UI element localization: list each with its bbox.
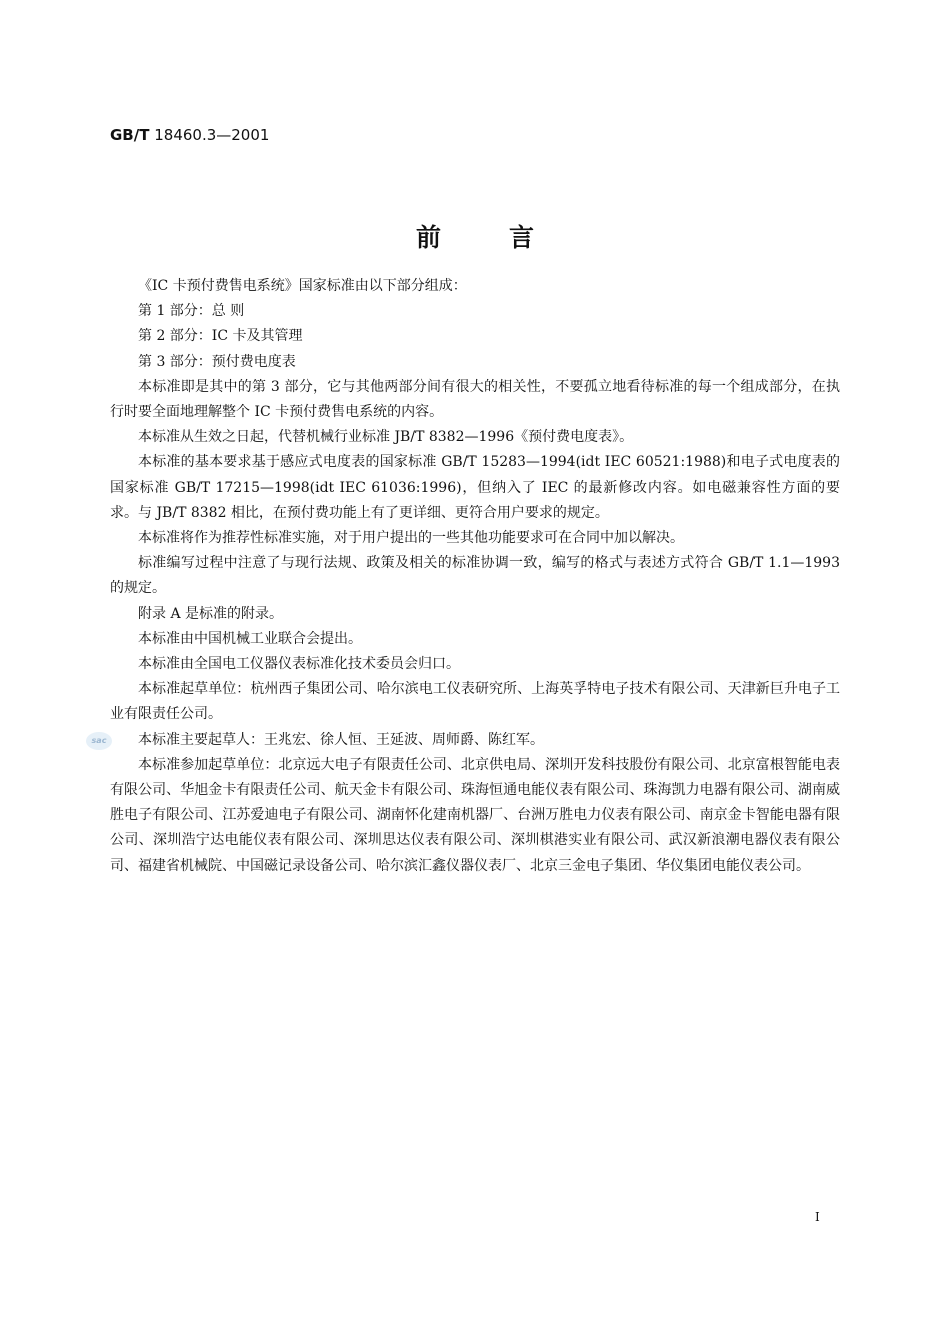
page-number: I <box>815 1210 820 1224</box>
standard-code-header <box>110 126 269 144</box>
paragraph-relation: 本标准即是其中的第 3 部分，它与其他两部分间有很大的相关性，不要孤立地看待标准的每一个组成部分，在执行时要全面地理解整个 IC 卡预付费售电系统的内容。 <box>110 378 840 421</box>
paragraph-recommended: 本标准将作为推荐性标准实施，对于用户提出的一些其他功能要求可在合同中加以解决。 <box>138 530 684 547</box>
paragraph-main-drafters: 本标准主要起草人：王兆宏、徐人恒、王延波、周师爵、陈红军。 <box>138 731 544 748</box>
paragraph-participating-units: 本标准参加起草单位：北京远大电子有限责任公司、北京供电局、深圳开发科技股份有限公司、北京富根智能电表有限公司、华旭金卡有限责任公司、航天金卡有限公司、珠海恒通电能仪表有限公司、珠海凯力电器有限公司、湖南威胜电子有限公司、江苏爱迪电子有限公司、湖南怀化建南机器厂、台洲万胜电力仪表有限公司、南京金卡智能电器有限公司、深圳浩宁达电能仪表有限公司、深圳思达仪表有限公司、深圳棋港实业有限公司、武汉新浪潮电器仪表有限公司、福建省机械院、中国磁记录设备公司、哈尔滨汇鑫仪器仪表厂、北京三金电子集团、华仪集团电能仪表公司。 <box>110 756 840 874</box>
paragraph-proposed-by: 本标准由中国机械工业联合会提出。 <box>138 630 362 647</box>
paragraph-part-3: 第 3 部分：预付费电度表 <box>138 353 296 370</box>
paragraph-replaces: 本标准从生效之日起，代替机械行业标准 JB/T 8382—1996《预付费电度表》。 <box>138 429 634 446</box>
paragraph-administered-by: 本标准由全国电工仪器仪表标准化技术委员会归口。 <box>138 656 460 673</box>
paragraph-part-1: 第 1 部分：总 则 <box>138 303 245 320</box>
paragraph-intro: 《IC 卡预付费售电系统》国家标准由以下部分组成： <box>138 278 467 294</box>
paragraph-compilation: 标准编写过程中注意了与现行法规、政策及相关的标准协调一致，编写的格式与表述方式符合 GB/T 1.1—1993 的规定。 <box>110 555 840 597</box>
sac-watermark-stamp: sac <box>86 732 112 750</box>
standard-code-prefix: GB/T <box>110 126 150 144</box>
paragraph-part-2: 第 2 部分：IC 卡及其管理 <box>138 328 303 345</box>
paragraph-basis: 本标准的基本要求基于感应式电度表的国家标准 GB/T 15283—1994(idt IEC 60521:1988)和电子式电度表的国家标准 GB/T 17215—1998(idt IEC 61036:1996)，但纳入了 IEC 的最新修改内容。如电磁兼容性方面的要求。与 JB/T 8382 相比，在预付费功能上有了更详细、更符合用户要求的规定。 <box>110 454 840 521</box>
paragraph-drafting-units: 本标准起草单位：杭州西子集团公司、哈尔滨电工仪表研究所、上海英孚特电子技术有限公司、天津新巨升电子工业有限责任公司。 <box>110 681 840 723</box>
paragraph-annex: 附录 A 是标准的附录。 <box>138 605 284 622</box>
foreword-body <box>110 274 840 879</box>
standard-code-number: 18460.3—2001 <box>149 126 270 144</box>
page-title: 前言 <box>415 223 602 252</box>
